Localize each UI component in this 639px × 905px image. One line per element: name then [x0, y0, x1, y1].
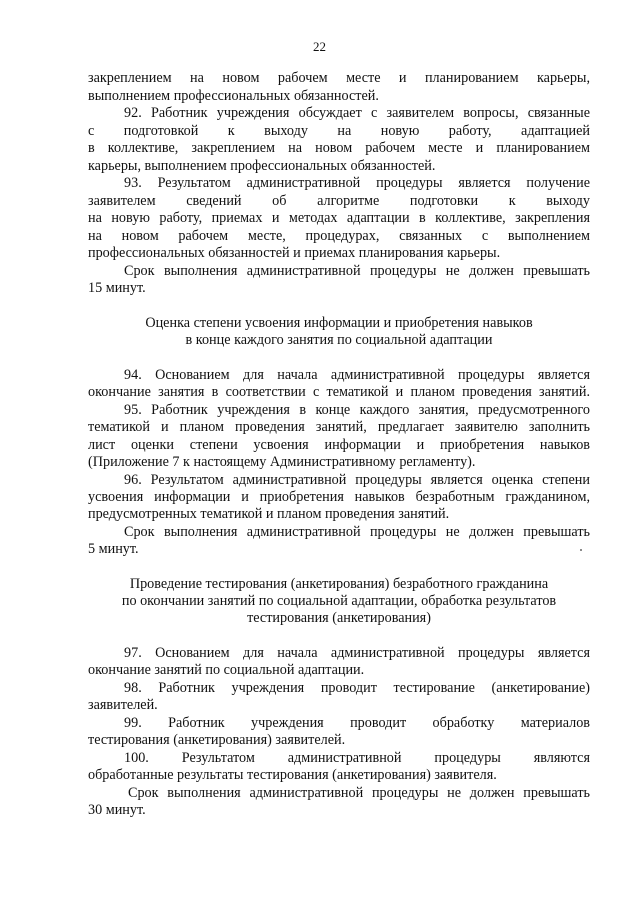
paragraph-line: 96. Результатом административной процедуры является оценка степени: [124, 472, 590, 488]
paragraph-line: карьеры, выполнением профессиональных обязанностей.: [88, 158, 436, 174]
paragraph-line: предусмотренных тематикой и планом проведения занятий.: [88, 506, 450, 522]
paragraph-line: Срок выполнения административной процедуры не должен превышать: [124, 263, 590, 279]
paragraph-line: заявителей.: [88, 697, 158, 713]
paragraph-line: 30 минут.: [88, 802, 146, 818]
paragraph-line: 100. Результатом административной процедуры являются: [124, 750, 590, 766]
paragraph-line: 99. Работник учреждения проводит обработку материалов: [124, 715, 590, 731]
scan-speck: [580, 549, 582, 551]
paragraph-line: 92. Работник учреждения обсуждает с заявителем вопросы, связанные: [124, 105, 590, 121]
paragraph-line: тематикой и планом проведения занятий, предлагает заявителю заполнить: [88, 419, 590, 435]
paragraph-line: 93. Результатом административной процедуры является получение: [124, 175, 590, 191]
paragraph-line: лист оценки степени усвоения информации и приобретения навыков: [88, 437, 590, 453]
page-number: 22: [313, 39, 326, 54]
paragraph-line: Срок выполнения административной процедуры не должен превышать: [128, 785, 590, 801]
paragraph-line: тестирования (анкетирования) заявителей.: [88, 732, 346, 748]
paragraph-line: окончание занятия в соответствии с тематикой и планом проведения занятий.: [88, 384, 590, 400]
section-heading-line: по окончании занятий по социальной адаптации, обработка результатов: [121, 593, 557, 609]
paragraph-line: с подготовкой к выходу на новую работу, адаптацией: [88, 123, 590, 139]
paragraph-line: 5 минут.: [88, 541, 139, 557]
paragraph-line: на новом рабочем месте, процедурах, связанных с выполнением: [88, 228, 590, 244]
paragraph-line: заявителем сведений об алгоритме подготовки к выходу: [88, 193, 590, 209]
paragraph-line: выполнением профессиональных обязанностей.: [88, 88, 379, 104]
paragraph-line: (Приложение 7 к настоящему Административному регламенту).: [88, 454, 476, 470]
section-heading-line: Проведение тестирования (анкетирования) безработного гражданина: [129, 576, 549, 592]
paragraph-line: в коллективе, закреплением на новом рабочем месте и планированием: [88, 140, 590, 156]
section-heading-line: в конце каждого занятия по социальной адаптации: [185, 332, 493, 348]
paragraph-line: профессиональных обязанностей и приемах планирования карьеры.: [88, 245, 501, 261]
paragraph-line: усвоения информации и приобретения навыков безработным гражданином,: [88, 489, 590, 505]
paragraph-line: закреплением на новом рабочем месте и планированием карьеры,: [88, 70, 590, 86]
paragraph-line: 15 минут.: [88, 280, 146, 296]
section-heading-line: Оценка степени усвоения информации и приобретения навыков: [145, 315, 533, 331]
paragraph-line: 94. Основанием для начала административной процедуры является: [124, 367, 590, 383]
paragraph-line: 95. Работник учреждения в конце каждого занятия, предусмотренного: [124, 402, 590, 418]
section-heading-line: тестирования (анкетирования): [247, 610, 431, 626]
paragraph-line: на новую работу, приемах и методах адаптации в коллективе, закрепления: [88, 210, 590, 226]
paragraph-line: окончание занятий по социальной адаптации.: [88, 662, 365, 678]
paragraph-line: 97. Основанием для начала административной процедуры является: [124, 645, 590, 661]
paragraph-line: Срок выполнения административной процедуры не должен превышать: [124, 524, 590, 540]
paragraph-line: 98. Работник учреждения проводит тестирование (анкетирование): [124, 680, 590, 696]
paragraph-line: обработанные результаты тестирования (анкетирования) заявителя.: [88, 767, 497, 783]
